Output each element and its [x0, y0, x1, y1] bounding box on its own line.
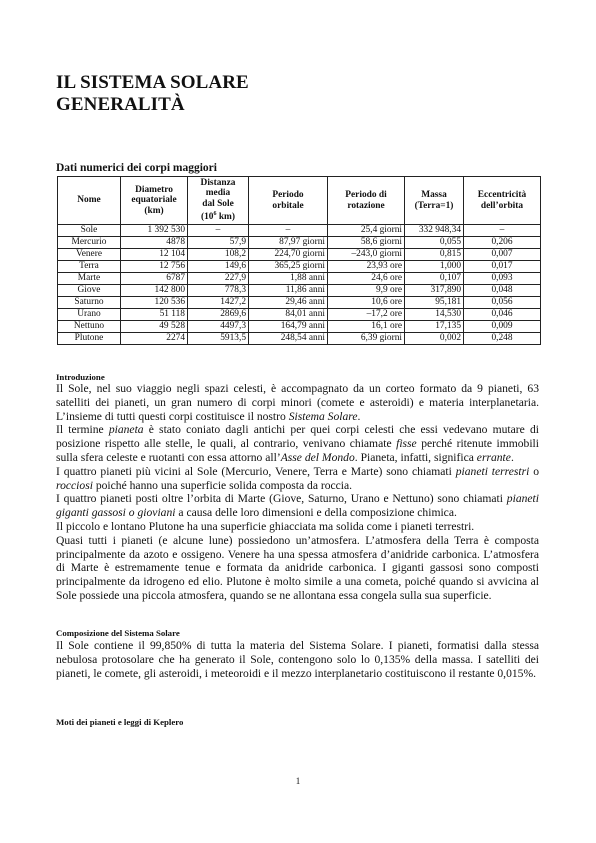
table-row: Marte 6787 227,9 1,88 anni 24,6 ore 0,107 0,093: [58, 273, 541, 285]
header-massa: Massa (Terra=1): [405, 177, 464, 225]
table-row: Sole 1 392 530 – – 25,4 giorni 332 948,34 –: [58, 225, 541, 237]
page-number: 1: [295, 776, 301, 786]
header-nome: Nome: [58, 177, 121, 225]
title-line-1: IL SISTEMA SOLARE: [56, 72, 249, 93]
paragraph: Il piccolo e lontano Plutone ha una superficie ghiacciata ma solida come i pianeti terrestri.: [56, 519, 475, 533]
header-periodo-rotazione: Periodo di rotazione: [328, 177, 405, 225]
header-distanza: Distanza media dal Sole ($10^6$ km): [188, 177, 249, 225]
header-eccentricita: Eccentricità dell’orbita: [464, 177, 541, 225]
composizione-text: [56, 639, 539, 680]
header-diametro: Diametro equatoriale (km): [121, 177, 188, 225]
paragraph: Il termine pianeta è stato coniato dagli antichi per quei corpi celesti che essi vedevano mutare di posizione rispetto alle stelle, le quali, al contrario, venivano chiamate fisse perché ritenute immobili sulla sfera celeste e ruotanti con essa attorno all’Asse del Mondo. Pianeta, infatti, significa errante.: [56, 423, 539, 464]
table-row: Urano 51 118 2869,6 84,01 anni –17,2 ore 14,530 0,046: [58, 309, 541, 321]
table-row: Saturno 120 536 1427,2 29,46 anni 10,6 ore 95,181 0,056: [58, 297, 541, 309]
table-row: Giove 142 800 778,3 11,86 anni 9,9 ore 317,890 0,048: [58, 285, 541, 297]
table-row: Nettuno 49 528 4497,3 164,79 anni 16,1 ore 17,135 0,009: [58, 321, 541, 333]
planet-data-table: [57, 176, 541, 345]
section-heading-composizione: Composizione del Sistema Solare: [56, 628, 180, 638]
paragraph: I quattro pianeti più vicini al Sole (Mercurio, Venere, Terra e Marte) sono chiamati pianeti terrestri o rocciosi poiché hanno una superficie solida composta da roccia.: [56, 464, 539, 492]
table-row: Venere 12 104 108,2 224,70 giorni –243,0 giorni 0,815 0,007: [58, 249, 541, 261]
title-line-2: GENERALITÀ: [56, 94, 185, 115]
paragraph: Quasi tutti i pianeti (e alcune lune) possiedono un’atmosfera. L’atmosfera della Terra è composta principalmente da azoto e ossigeno. Venere ha una spessa atmosfera d’anidride carbonica. L’atmosfera di Marte è estremamente tenue e formata da anidride carbonica. I giganti gassosi sono composti principalmente da idrogeno ed elio. Plutone è molto simile a una cometa, poiché quando si avvicina al Sole possiede una piccola atmosfera, quando se ne allontana essa congela sulla sua superficie.: [56, 533, 539, 602]
table-row: Plutone 2274 5913,5 248,54 anni 6,39 giorni 0,002 0,248: [58, 333, 541, 345]
paragraph: Il Sole contiene il 99,850% di tutta la materia del Sistema Solare. I pianeti, formatisi dalla stessa nebulosa protosolare che ha generato il Sole, contengono solo lo 0,135% della massa. I satelliti dei pianeti, le comete, gli asteroidi, i meteoroidi e il mezzo interplanetario costituiscono il restante 0,015%.: [56, 639, 539, 680]
header-periodo-orbitale: Periodo orbitale: [249, 177, 328, 225]
table-caption: Dati numerici dei corpi maggiori: [56, 162, 217, 174]
paragraph: Il Sole, nel suo viaggio negli spazi celesti, è accompagnato da un corteo formato da 9 pianeti, 63 satelliti dei pianeti, un gran numero di corpi minori (comete e asteroidi) e materia interplanetaria. L’insieme di tutti questi corpi costituisce il nostro Sistema Solare.: [56, 382, 539, 423]
table-row: Mercurio 4878 57,9 87,97 giorni 58,6 giorni 0,055 0,206: [58, 237, 541, 249]
section-heading-introduzione: Introduzione: [56, 372, 105, 382]
section-heading-moti: Moti dei pianeti e leggi di Keplero: [56, 717, 184, 727]
page-title: [56, 72, 249, 116]
table-row: Terra 12 756 149,6 365,25 giorni 23,93 ore 1,000 0,017: [58, 261, 541, 273]
table-header-row: [58, 177, 541, 225]
intro-text: [56, 382, 539, 603]
paragraph: I quattro pianeti posti oltre l’orbita di Marte (Giove, Saturno, Urano e Nettuno) sono chiamati pianeti giganti gassosi o gioviani a causa delle loro dimensioni e della composizione chimica.: [56, 492, 539, 520]
